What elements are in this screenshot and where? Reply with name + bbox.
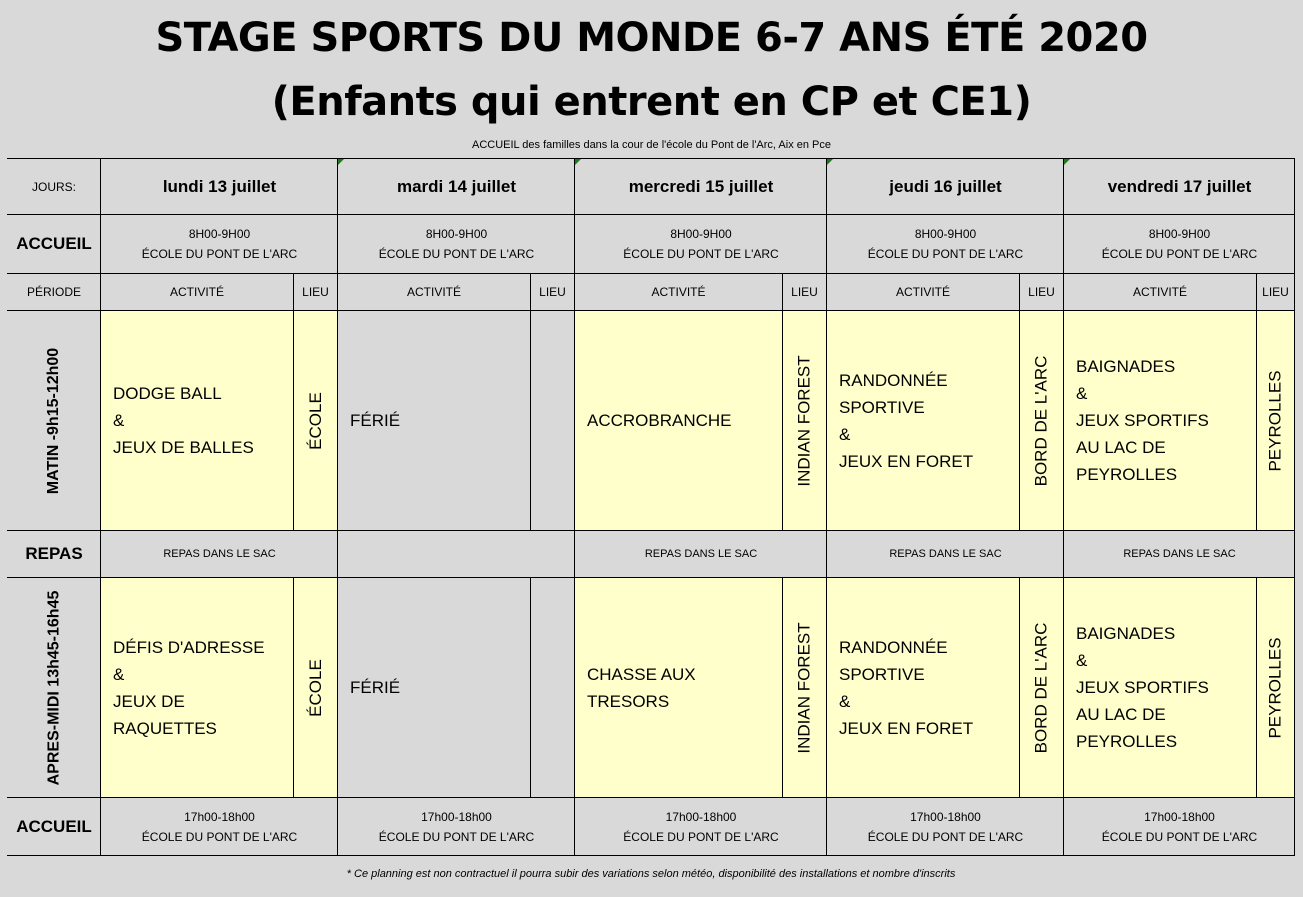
lunch-cell (338, 530, 575, 578)
morning-location-text: INDIAN FOREST (794, 354, 814, 487)
evening-welcome-time: 17h00-18h00 (184, 809, 255, 824)
grid-hline (7, 310, 1295, 311)
lunch-cell: REPAS DANS LE SAC (889, 548, 1002, 560)
grid-vline (1019, 577, 1020, 797)
morning-welcome-time: 8H00-9H00 (425, 226, 488, 241)
accueil-label-morning: ACCUEIL (16, 233, 92, 253)
afternoon-activity: BAIGNADES & JEUX SPORTIFS AU LAC DE PEYROLLES (1064, 578, 1256, 797)
morning-welcome-place: ÉCOLE DU PONT DE L'ARC (623, 246, 779, 261)
evening-welcome-place: ÉCOLE DU PONT DE L'ARC (623, 829, 779, 844)
afternoon-location (1019, 578, 1064, 797)
morning-activity: FÉRIÉ (350, 411, 401, 430)
grid-vline (530, 273, 531, 530)
morning-location (1019, 311, 1064, 530)
evening-welcome (101, 797, 338, 856)
day-header: mardi 14 juillet (396, 176, 517, 196)
evening-welcome (827, 797, 1064, 856)
lieu-column-header: LIEU (1262, 285, 1289, 299)
morning-welcome-time: 8H00-9H00 (914, 226, 977, 241)
repas-label: REPAS (25, 544, 83, 563)
morning-welcome (827, 214, 1064, 273)
lunch-cell: REPAS DANS LE SAC (163, 548, 276, 560)
grid-vline (530, 577, 531, 797)
morning-welcome-place: ÉCOLE DU PONT DE L'ARC (1101, 246, 1258, 261)
afternoon-location (782, 578, 827, 797)
morning-activity: ACCROBRANCHE (575, 311, 782, 530)
grid-vline-left (100, 158, 101, 855)
evening-welcome-place: ÉCOLE DU PONT DE L'ARC (378, 829, 535, 844)
welcome-note: ACCUEIL des familles dans la cour de l'école du Pont de l'Arc, Aix en Pce (471, 139, 832, 151)
grid-vline (574, 158, 575, 855)
comment-marker-icon (575, 159, 581, 165)
activity-column-header: ACTIVITÉ (1132, 285, 1187, 299)
page-title: STAGE SPORTS DU MONDE 6-7 ANS ÉTÉ 2020 (155, 15, 1148, 61)
morning-activity: RANDONNÉE SPORTIVE & JEUX EN FORET (827, 311, 1019, 530)
lunch-cell: REPAS DANS LE SAC (1123, 548, 1236, 560)
lieu-column-header: LIEU (539, 285, 566, 299)
grid-vline (1294, 158, 1295, 855)
morning-activity: DODGE BALL & JEUX DE BALLES (101, 311, 293, 530)
evening-welcome (338, 797, 575, 856)
day-header: vendredi 17 juillet (1107, 176, 1252, 196)
day-header: lundi 13 juillet (162, 176, 277, 196)
jours-label: JOURS: (31, 179, 76, 194)
morning-location-text: ÉCOLE (305, 391, 325, 450)
grid-vline (1063, 158, 1064, 855)
afternoon-location-text: ÉCOLE (305, 658, 325, 717)
evening-welcome-time: 17h00-18h00 (421, 809, 492, 824)
grid-hline (7, 273, 1295, 274)
grid-hline (7, 577, 1295, 578)
morning-location-text: PEYROLLES (1265, 369, 1285, 472)
activity-column-header: ACTIVITÉ (895, 285, 950, 299)
morning-location-text: BORD DE L'ARC (1031, 355, 1051, 486)
afternoon-location-text: PEYROLLES (1265, 636, 1285, 739)
afternoon-location (293, 578, 338, 797)
accueil-label-evening: ACCUEIL (16, 816, 92, 836)
morning-welcome-time: 8H00-9H00 (1148, 226, 1211, 241)
grid-vline (782, 577, 783, 797)
grid-hline (7, 214, 1295, 215)
activity-column-header: ACTIVITÉ (406, 285, 461, 299)
morning-welcome-place: ÉCOLE DU PONT DE L'ARC (867, 246, 1024, 261)
grid-vline (1256, 273, 1257, 530)
morning-location (782, 311, 827, 530)
morning-period-label: MATIN -9h15-12h00 (45, 347, 62, 494)
morning-welcome-time: 8H00-9H00 (188, 226, 251, 241)
evening-welcome-place: ÉCOLE DU PONT DE L'ARC (867, 829, 1024, 844)
evening-welcome-place: ÉCOLE DU PONT DE L'ARC (1101, 829, 1258, 844)
grid-vline (826, 158, 827, 855)
morning-welcome (575, 214, 827, 273)
morning-welcome-time: 8H00-9H00 (670, 226, 732, 241)
morning-welcome (1064, 214, 1295, 273)
evening-welcome-time: 17h00-18h00 (665, 809, 737, 824)
grid-vline (337, 158, 338, 855)
morning-activity: BAIGNADES & JEUX SPORTIFS AU LAC DE PEYROLLES (1064, 311, 1256, 530)
afternoon-activity: FÉRIÉ (350, 678, 401, 697)
evening-welcome-place: ÉCOLE DU PONT DE L'ARC (141, 829, 298, 844)
afternoon-location-text: BORD DE L'ARC (1031, 622, 1051, 753)
lieu-column-header: LIEU (1028, 285, 1055, 299)
grid-hline (7, 797, 1295, 798)
footnote: * Ce planning est non contractuel il pourra subir des variations selon météo, disponibilité des installations et nombre d'inscrits (346, 868, 956, 880)
morning-welcome-place: ÉCOLE DU PONT DE L'ARC (378, 246, 535, 261)
lieu-column-header: LIEU (791, 285, 818, 299)
evening-welcome (575, 797, 827, 856)
grid-vline (293, 273, 294, 530)
grid-hline (7, 158, 1295, 159)
afternoon-location (1256, 578, 1295, 797)
morning-location (1256, 311, 1295, 530)
activity-column-header: ACTIVITÉ (651, 285, 706, 299)
afternoon-activity: RANDONNÉE SPORTIVE & JEUX EN FORET (827, 578, 1019, 797)
comment-marker-icon (338, 159, 344, 165)
lieu-column-header: LIEU (302, 285, 329, 299)
grid-vline (782, 273, 783, 530)
morning-welcome (338, 214, 575, 273)
day-header: jeudi 16 juillet (889, 176, 1002, 196)
lunch-cell: REPAS DANS LE SAC (644, 548, 758, 560)
grid-vline (1019, 273, 1020, 530)
evening-welcome (1064, 797, 1295, 856)
morning-location (530, 311, 575, 530)
periode-label: PÉRIODE (26, 285, 81, 299)
grid-vline (293, 577, 294, 797)
morning-welcome (101, 214, 338, 273)
day-header: mercredi 15 juillet (628, 176, 774, 196)
evening-welcome-time: 17h00-18h00 (910, 809, 981, 824)
afternoon-location (530, 578, 575, 797)
morning-welcome-place: ÉCOLE DU PONT DE L'ARC (141, 246, 298, 261)
comment-marker-icon (1064, 159, 1070, 165)
evening-welcome-time: 17h00-18h00 (1144, 809, 1215, 824)
afternoon-activity: CHASSE AUX TRESORS (575, 578, 782, 797)
comment-marker-icon (827, 159, 833, 165)
grid-hline (7, 530, 1295, 531)
grid-hline (7, 855, 1295, 856)
morning-location (293, 311, 338, 530)
grid-vline (1256, 577, 1257, 797)
activity-column-header: ACTIVITÉ (169, 285, 224, 299)
afternoon-activity: DÉFIS D'ADRESSE & JEUX DE RAQUETTES (101, 578, 293, 797)
page-subtitle: (Enfants qui entrent en CP et CE1) (271, 79, 1032, 125)
afternoon-period-label: APRES-MIDI 13h45-16h45 (45, 590, 63, 785)
afternoon-location-text: INDIAN FOREST (794, 621, 814, 754)
